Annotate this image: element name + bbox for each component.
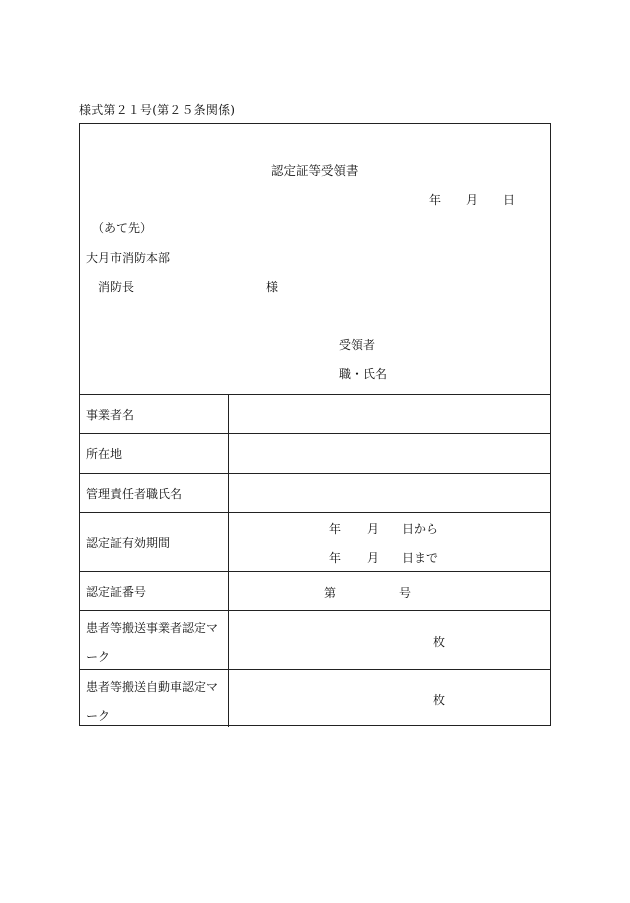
location-field[interactable] [229, 434, 550, 473]
manager-label: 管理責任者職氏名 [80, 474, 229, 512]
cert-number-field[interactable] [229, 572, 550, 610]
validity-field[interactable] [229, 513, 550, 571]
row-business-name [80, 395, 550, 434]
row-cert-number [80, 572, 550, 611]
cert-number-label: 認定証番号 [80, 572, 229, 610]
vehicle-mark-field[interactable] [229, 670, 550, 727]
vehicle-mark-label-line2: ーク [86, 709, 111, 723]
business-mark-label-line1: 患者等搬送事業者認定マ [86, 621, 219, 635]
addressee-note: （あて先） [92, 221, 153, 235]
date-year-label: 年 [429, 193, 442, 207]
form-header [80, 124, 550, 395]
row-manager [80, 474, 550, 513]
validity-from-year: 年 [329, 522, 342, 536]
validity-from-month: 月 [367, 522, 380, 536]
business-mark-field[interactable] [229, 611, 550, 669]
validity-to-year: 年 [329, 551, 342, 565]
business-name-label: 事業者名 [80, 395, 229, 433]
honorific: 様 [266, 280, 279, 294]
cert-number-suffix: 号 [399, 586, 412, 600]
validity-to-month: 月 [367, 551, 380, 565]
location-label: 所在地 [80, 434, 229, 473]
form-number: 様式第２１号(第２５条関係) [79, 103, 236, 117]
date-month-label: 月 [466, 193, 479, 207]
department-name: 大月市消防本部 [86, 251, 171, 265]
manager-field[interactable] [229, 474, 550, 512]
vehicle-mark-unit: 枚 [433, 693, 446, 707]
receiver-label: 受領者 [339, 338, 376, 352]
vehicle-mark-label-line1: 患者等搬送自動車認定マ [86, 680, 219, 694]
chief-title: 消防長 [98, 280, 135, 294]
row-vehicle-mark [80, 670, 550, 727]
business-mark-label [80, 611, 229, 669]
business-name-field[interactable] [229, 395, 550, 433]
cert-number-prefix: 第 [324, 586, 337, 600]
row-business-mark [80, 611, 550, 670]
receipt-form [79, 123, 551, 726]
validity-from-suffix: 日から [402, 522, 439, 536]
business-mark-unit: 枚 [433, 635, 446, 649]
validity-to-suffix: 日まで [402, 551, 439, 565]
date-day-label: 日 [503, 193, 516, 207]
validity-label: 認定証有効期間 [80, 513, 229, 571]
business-mark-label-line2: ーク [86, 650, 111, 664]
form-title: 認定証等受領書 [271, 163, 359, 178]
row-location [80, 434, 550, 474]
receiver-name-label: 職・氏名 [339, 367, 388, 381]
row-validity [80, 513, 550, 572]
vehicle-mark-label [80, 670, 229, 727]
